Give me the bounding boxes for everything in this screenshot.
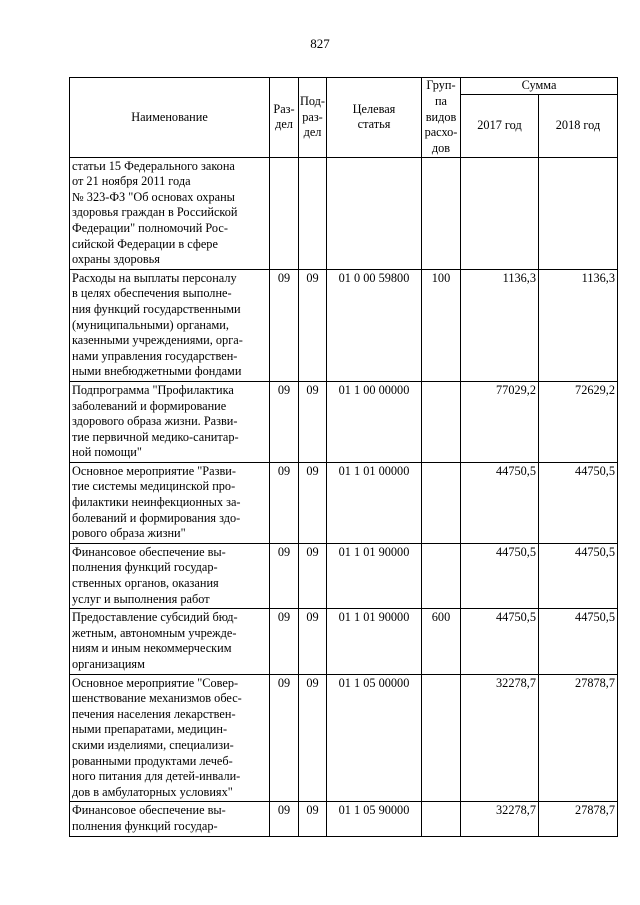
cell-name: статьи 15 Федерального закона от 21 ноября 2011 года № 323-ФЗ "Об основах охраны здоровья граждан в Российской Федерации" полномочий Рос- сийской Федерации в сфере охраны здоровья	[70, 157, 270, 269]
cell-podrazdel: 09	[299, 269, 327, 381]
cell-name: Финансовое обеспечение вы- полнения функций государ-	[70, 802, 270, 836]
cell-podrazdel: 09	[299, 609, 327, 674]
cell-sum-2017: 44750,5	[461, 543, 539, 608]
cell-sum-2017: 44750,5	[461, 609, 539, 674]
cell-podrazdel: 09	[299, 674, 327, 802]
cell-sum-2018: 44750,5	[539, 609, 618, 674]
cell-sum-2017: 32278,7	[461, 802, 539, 836]
cell-razdel: 09	[270, 609, 299, 674]
cell-sum-2018	[539, 157, 618, 269]
cell-razdel	[270, 157, 299, 269]
cell-podrazdel	[299, 157, 327, 269]
cell-razdel: 09	[270, 543, 299, 608]
page-number: 827	[310, 36, 330, 51]
table-body	[70, 157, 618, 836]
cell-name: Расходы на выплаты персоналу в целях обеспечения выполне- ния функций государственными (муниципальными) органами, казенными учреждениями, орга- нами управления государствен- ными внебюджетными фондами	[70, 269, 270, 381]
cell-celevaya-statya: 01 1 05 90000	[327, 802, 422, 836]
col-header-podrazdel: Под- раз- дел	[299, 78, 327, 158]
cell-name: Предоставление субсидий бюд- жетным, автономным учрежде- ниям и иным некоммерческим организациям	[70, 609, 270, 674]
cell-celevaya-statya: 01 1 01 90000	[327, 543, 422, 608]
cell-vid-rashodov	[422, 462, 461, 543]
cell-razdel: 09	[270, 674, 299, 802]
cell-podrazdel: 09	[299, 543, 327, 608]
cell-sum-2018: 27878,7	[539, 802, 618, 836]
table-row	[70, 609, 618, 674]
cell-celevaya-statya: 01 1 00 00000	[327, 381, 422, 462]
cell-celevaya-statya	[327, 157, 422, 269]
col-header-name: Наименование	[70, 78, 270, 158]
cell-podrazdel: 09	[299, 802, 327, 836]
table-row	[70, 462, 618, 543]
cell-name: Подпрограмма "Профилактика заболеваний и формирование здорового образа жизни. Разви- тие первичной медико-санитар- ной помощи"	[70, 381, 270, 462]
cell-razdel: 09	[270, 802, 299, 836]
col-header-celevaya-statya: Целевая статья	[327, 78, 422, 158]
cell-sum-2018: 44750,5	[539, 462, 618, 543]
col-header-summa: Сумма	[461, 78, 618, 95]
col-header-razdel: Раз- дел	[270, 78, 299, 158]
cell-sum-2018: 44750,5	[539, 543, 618, 608]
table-row	[70, 157, 618, 269]
cell-sum-2017: 32278,7	[461, 674, 539, 802]
cell-podrazdel: 09	[299, 462, 327, 543]
cell-name: Финансовое обеспечение вы- полнения функций государ- ственных органов, оказания услуг и выполнения работ	[70, 543, 270, 608]
col-header-2017: 2017 год	[461, 94, 539, 157]
cell-vid-rashodov	[422, 543, 461, 608]
table-row	[70, 802, 618, 836]
budget-table	[69, 77, 618, 837]
cell-vid-rashodov	[422, 381, 461, 462]
cell-celevaya-statya: 01 1 01 00000	[327, 462, 422, 543]
col-header-gruppa-vidov-rashodov: Груп- па видов расхо- дов	[422, 78, 461, 158]
cell-vid-rashodov	[422, 802, 461, 836]
table-row	[70, 674, 618, 802]
cell-celevaya-statya: 01 0 00 59800	[327, 269, 422, 381]
cell-vid-rashodov: 600	[422, 609, 461, 674]
cell-sum-2017: 1136,3	[461, 269, 539, 381]
table-row	[70, 381, 618, 462]
cell-razdel: 09	[270, 381, 299, 462]
table-row	[70, 269, 618, 381]
cell-vid-rashodov	[422, 157, 461, 269]
cell-sum-2017: 44750,5	[461, 462, 539, 543]
cell-razdel: 09	[270, 269, 299, 381]
cell-podrazdel: 09	[299, 381, 327, 462]
cell-celevaya-statya: 01 1 05 00000	[327, 674, 422, 802]
cell-razdel: 09	[270, 462, 299, 543]
table-row	[70, 543, 618, 608]
cell-celevaya-statya: 01 1 01 90000	[327, 609, 422, 674]
col-header-2018: 2018 год	[539, 94, 618, 157]
cell-sum-2017	[461, 157, 539, 269]
cell-sum-2018: 1136,3	[539, 269, 618, 381]
table-header	[70, 78, 618, 158]
cell-vid-rashodov	[422, 674, 461, 802]
cell-name: Основное мероприятие "Разви- тие системы медицинской про- филактики неинфекционных за- болеваний и формирования здо- рового образа жизни"	[70, 462, 270, 543]
cell-sum-2018: 72629,2	[539, 381, 618, 462]
cell-name: Основное мероприятие "Совер- шенствование механизмов обес- печения населения лекарствен- ными препаратами, медицин- скими изделиями, специализи- рованными продуктами лечеб- ного питания для детей-инвали- дов в амбулаторных условиях"	[70, 674, 270, 802]
cell-sum-2017: 77029,2	[461, 381, 539, 462]
cell-sum-2018: 27878,7	[539, 674, 618, 802]
cell-vid-rashodov: 100	[422, 269, 461, 381]
